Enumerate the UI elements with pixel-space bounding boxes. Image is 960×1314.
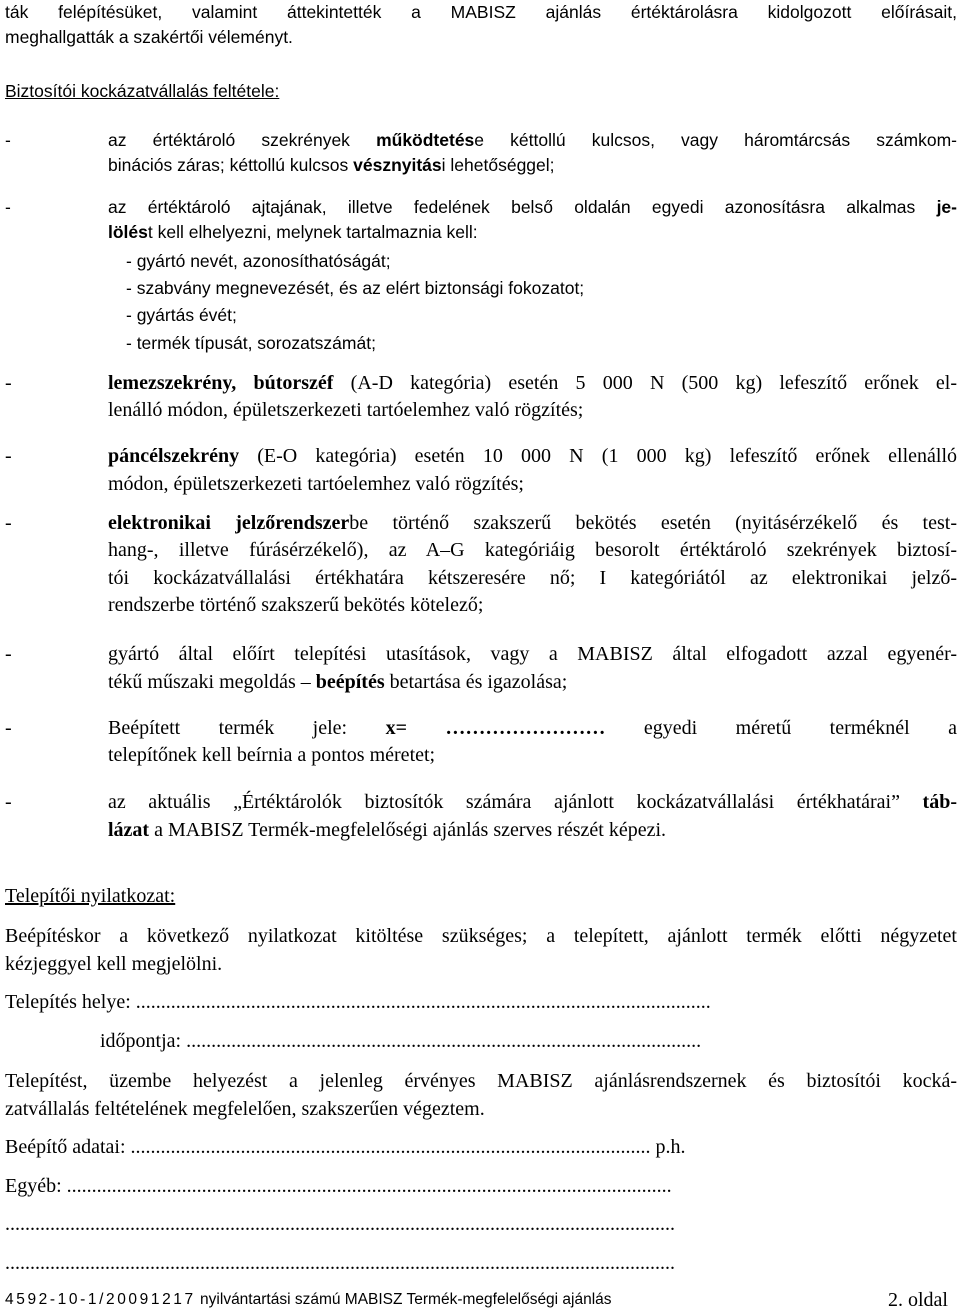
item1-line-1: az értéktároló szekrények működtetése kéttollú kulcsos, vagy háromtárcsás számkom-	[108, 130, 957, 150]
item6-line-2: tékű műszaki megoldás – beépítés betartása és igazolása;	[108, 671, 568, 693]
list-bullet: -	[5, 643, 12, 665]
installation-place-field: Telepítés helye: ...................................................................................................................	[5, 991, 711, 1013]
item5-line-4: rendszerbe történő szakszerű bekötés kötelező;	[108, 594, 484, 616]
installer-paragraph-line-2: kézjeggyel kell megjelölni.	[5, 953, 223, 975]
list-bullet: -	[5, 197, 11, 217]
installer-data-field: Beépítő adatai: ........................................................................................................ p.h.	[5, 1136, 686, 1158]
list-bullet: -	[5, 791, 12, 813]
list-bullet: -	[5, 512, 12, 534]
item8-line-2: lázat a MABISZ Termék-megfelelőségi ajánlás szerves részét képezi.	[108, 819, 667, 841]
item6-line-1: gyártó által előírt telepítési utasítások, vagy a MABISZ által elfogadott azzal egyenér-	[108, 643, 957, 665]
installation-date-field: időpontja: .......................................................................................................	[100, 1030, 702, 1052]
item7-line-1: Beépített termék jele: x= …………………… egyedi méretű terméknél a	[108, 717, 957, 739]
item2-sub-1: - gyártó nevét, azonosíthatóságát;	[126, 251, 391, 271]
dotted-line-2: ......................................................................................................................................	[5, 1252, 675, 1274]
item3-line-2: lenálló módon, épületszerkezeti tartóelemhez való rögzítés;	[108, 399, 584, 421]
item2-sub-2: - szabvány megnevezését, és az elért biztonsági fokozatot;	[126, 278, 585, 298]
item7-line-2: telepítőnek kell beírnia a pontos méretet;	[108, 744, 436, 766]
installer-heading: Telepítői nyilatkozat:	[5, 885, 176, 907]
item8-line-1: az aktuális „Értéktárolók biztosítók számára ajánlott kockázatvállalási értékhatárai” táb-	[108, 791, 957, 813]
other-field: Egyéb: .........................................................................................................................	[5, 1175, 672, 1197]
item2-line-2: lölést kell elhelyezni, melynek tartalmaznia kell:	[108, 222, 478, 242]
item2-line-1: az értéktároló ajtajának, illetve fedelének belső oldalán egyedi azonosításra alkalmas je-	[108, 197, 957, 217]
dotted-line-1: ......................................................................................................................................	[5, 1213, 675, 1235]
declaration-line-1: Telepítést, üzembe helyezést a jelenleg érvényes MABISZ ajánlásrendszernek és biztosítói kocká-	[5, 1070, 957, 1092]
item2-sub-3: - gyártás évét;	[126, 305, 237, 325]
list-bullet: -	[5, 130, 11, 150]
list-bullet: -	[5, 717, 12, 739]
item5-line-3: tói kockázatvállalási értékhatára kétszeresére nő; I kategóriától az elektronikai jelző-	[108, 567, 957, 589]
item4-line-2: módon, épületszerkezeti tartóelemhez való rögzítés;	[108, 473, 524, 495]
declaration-line-2: zatvállalás feltételének megfelelően, szakszerűen végeztem.	[5, 1098, 485, 1120]
item5-line-2: hang-, illetve fúrásérzékelő), az A–G kategóriáig besorolt értéktároló szekrények biztosí-	[108, 539, 957, 561]
registration-text: nyilvántartási számú MABISZ Termék-megfelelőségi ajánlás	[195, 1291, 612, 1308]
footer-registration	[5, 1291, 612, 1309]
list-bullet: -	[5, 372, 12, 394]
list-bullet: -	[5, 445, 12, 467]
item5-line-1: elektronikai jelzőrendszerbe történő szakszerű bekötés esetén (nyitásérzékelő és test-	[108, 512, 957, 534]
page-number: 2. oldal	[888, 1289, 948, 1311]
installer-paragraph-line-1: Beépítéskor a következő nyilatkozat kitöltése szükséges; a telepített, ajánlott termék előtti négyzetet	[5, 925, 957, 947]
intro-line-2: meghallgatták a szakértői véleményt.	[5, 27, 293, 47]
item2-sub-4: - termék típusát, sorozatszámát;	[126, 333, 376, 353]
item3-line-1: lemezszekrény, bútorszéf (A-D kategória) esetén 5 000 N (500 kg) lefeszítő erőnek el-	[108, 372, 957, 394]
insurance-heading: Biztosítói kockázatvállalás feltétele:	[5, 81, 280, 101]
item1-line-2: binációs záras; kéttollú kulcsos vésznyitási lehetőséggel;	[108, 155, 555, 175]
item4-line-1: páncélszekrény (E-O kategória) esetén 10 000 N (1 000 kg) lefeszítő erőnek ellenálló	[108, 445, 957, 467]
intro-line-1: ták felépítésüket, valamint áttekintették a MABISZ ajánlás értéktárolásra kidolgozott előírásait,	[5, 2, 957, 22]
registration-number: 4592-10-1/20091217	[5, 1291, 196, 1308]
